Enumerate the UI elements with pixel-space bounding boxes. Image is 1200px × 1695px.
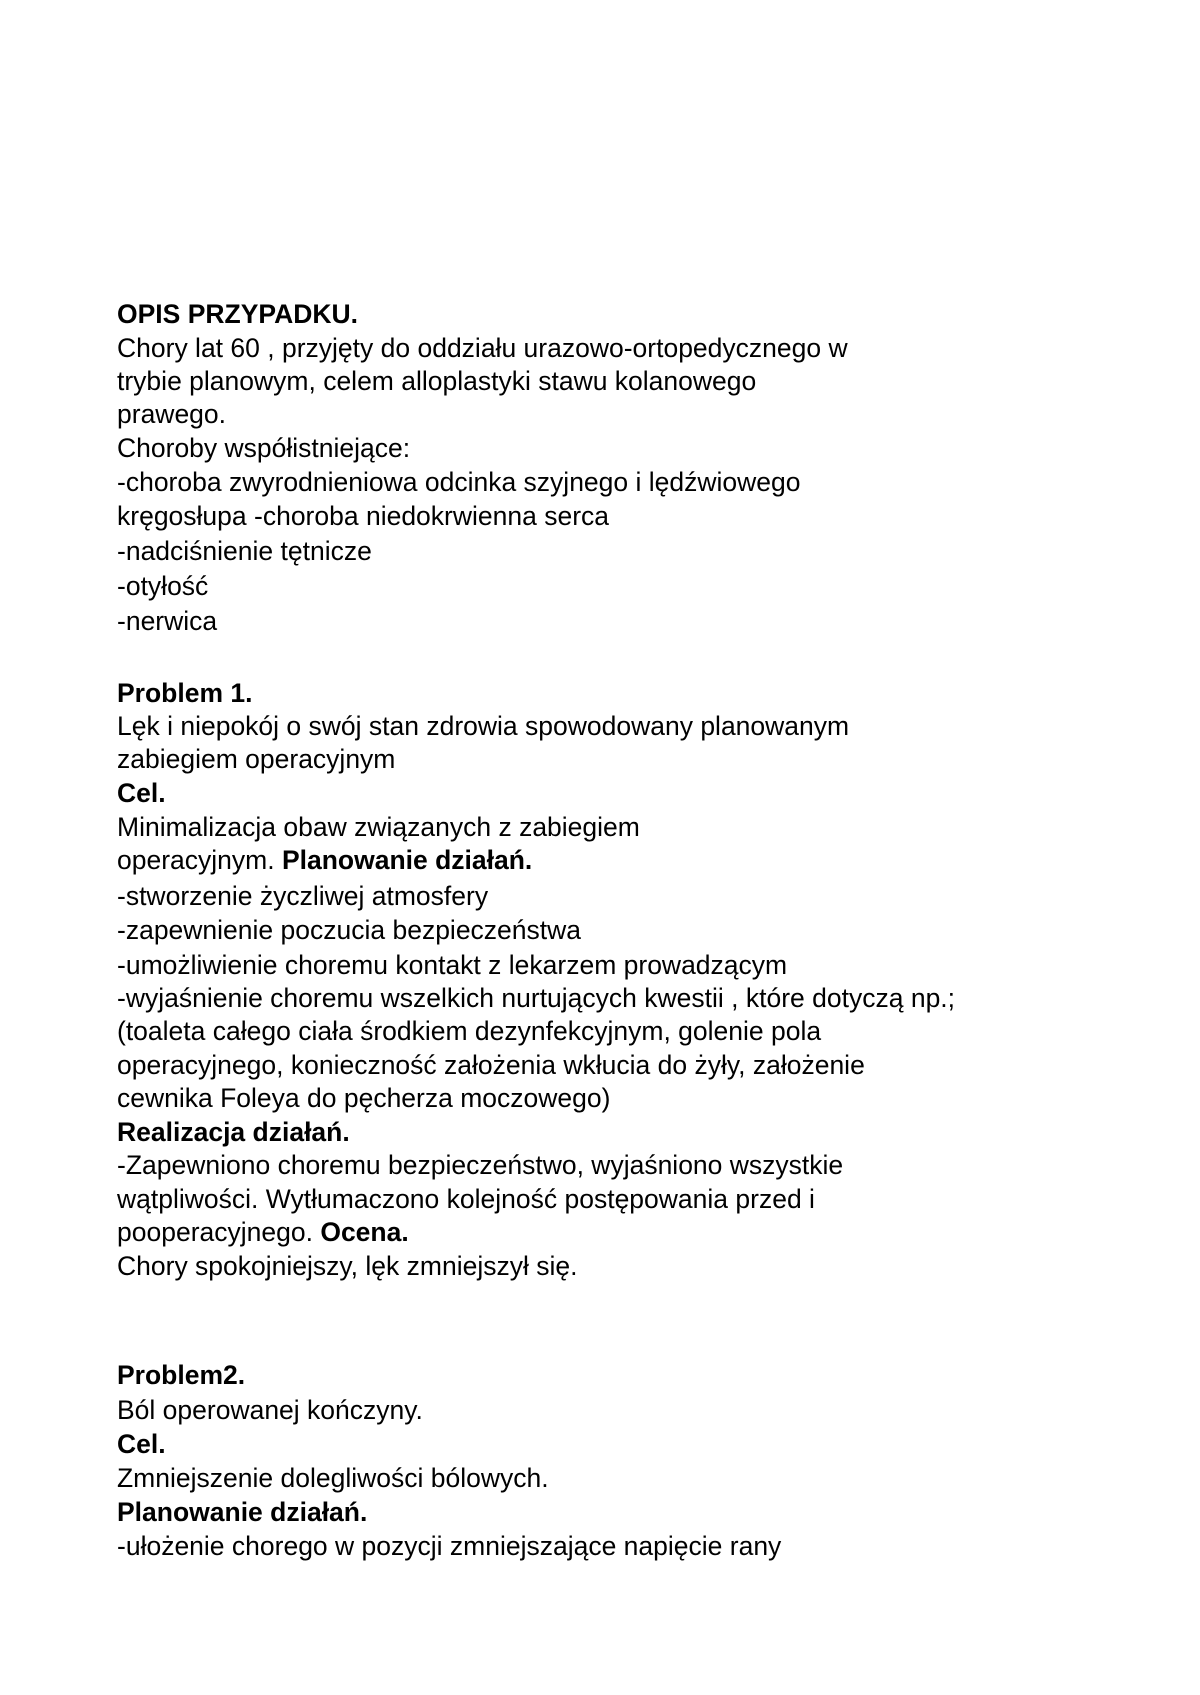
problem1-plan-item: -zapewnienie poczucia bezpieczeństwa <box>117 915 582 945</box>
problem1-realization-text: pooperacyjnego. <box>117 1217 321 1247</box>
problem1-description-line: zabiegiem operacyjnym <box>117 744 396 774</box>
problem1-goal-text: operacyjnym. <box>117 845 282 875</box>
problem1-plan-item: operacyjnego, konieczność założenia wkłucia do żyły, założenie <box>117 1050 865 1080</box>
problem1-goal-line: Minimalizacja obaw związanych z zabiegiem <box>117 812 640 842</box>
case-heading: OPIS PRZYPADKU. <box>117 299 358 329</box>
problem2-plan-heading: Planowanie działań. <box>117 1497 368 1527</box>
comorbidity-item: -choroba zwyrodnieniowa odcinka szyjnego i lędźwiowego <box>117 467 801 497</box>
problem1-plan-item: -stworzenie życzliwej atmosfery <box>117 881 489 911</box>
comorbidity-item: kręgosłupa -choroba niedokrwienna serca <box>117 501 610 531</box>
problem1-realization-line: wątpliwości. Wytłumaczono kolejność postępowania przed i <box>117 1184 815 1214</box>
problem1-goal-line <box>117 843 532 877</box>
problem1-evaluation-heading: Ocena. <box>320 1217 409 1247</box>
problem1-plan-item: cewnika Foleya do pęcherza moczowego) <box>117 1083 611 1113</box>
problem1-description-line: Lęk i niepokój o swój stan zdrowia spowodowany planowanym <box>117 711 850 741</box>
problem1-goal-heading: Cel. <box>117 778 166 808</box>
problem2-description: Ból operowanej kończyny. <box>117 1395 423 1425</box>
case-text-line: Chory lat 60 , przyjęty do oddziału urazowo-ortopedycznego w <box>117 333 848 363</box>
comorbidities-label: Choroby współistniejące: <box>117 433 411 463</box>
comorbidity-item: -otyłość <box>117 571 209 601</box>
problem1-realization-heading: Realizacja działań. <box>117 1117 350 1147</box>
problem1-plan-item: (toaleta całego ciała środkiem dezynfekcyjnym, golenie pola <box>117 1016 822 1046</box>
problem2-goal-heading: Cel. <box>117 1429 166 1459</box>
problem1-plan-heading: Planowanie działań. <box>281 845 533 875</box>
problem1-heading: Problem 1. <box>117 678 253 708</box>
problem2-plan-item: -ułożenie chorego w pozycji zmniejszające napięcie rany <box>117 1531 782 1561</box>
problem2-goal-text: Zmniejszenie dolegliwości bólowych. <box>117 1463 549 1493</box>
problem1-plan-item: -wyjaśnienie choremu wszelkich nurtujących kwestii , które dotyczą np.; <box>117 983 956 1013</box>
comorbidity-item: -nerwica <box>117 606 218 636</box>
problem1-realization-line <box>117 1215 409 1249</box>
problem1-realization-line: -Zapewniono choremu bezpieczeństwo, wyjaśniono wszystkie <box>117 1150 844 1180</box>
problem2-heading: Problem2. <box>117 1360 246 1390</box>
case-text-line: trybie planowym, celem alloplastyki stawu kolanowego <box>117 366 757 396</box>
problem1-plan-item: -umożliwienie choremu kontakt z lekarzem prowadzącym <box>117 950 788 980</box>
case-text-line: prawego. <box>117 399 227 429</box>
problem1-evaluation-text: Chory spokojniejszy, lęk zmniejszył się. <box>117 1251 578 1281</box>
comorbidity-item: -nadciśnienie tętnicze <box>117 536 372 566</box>
